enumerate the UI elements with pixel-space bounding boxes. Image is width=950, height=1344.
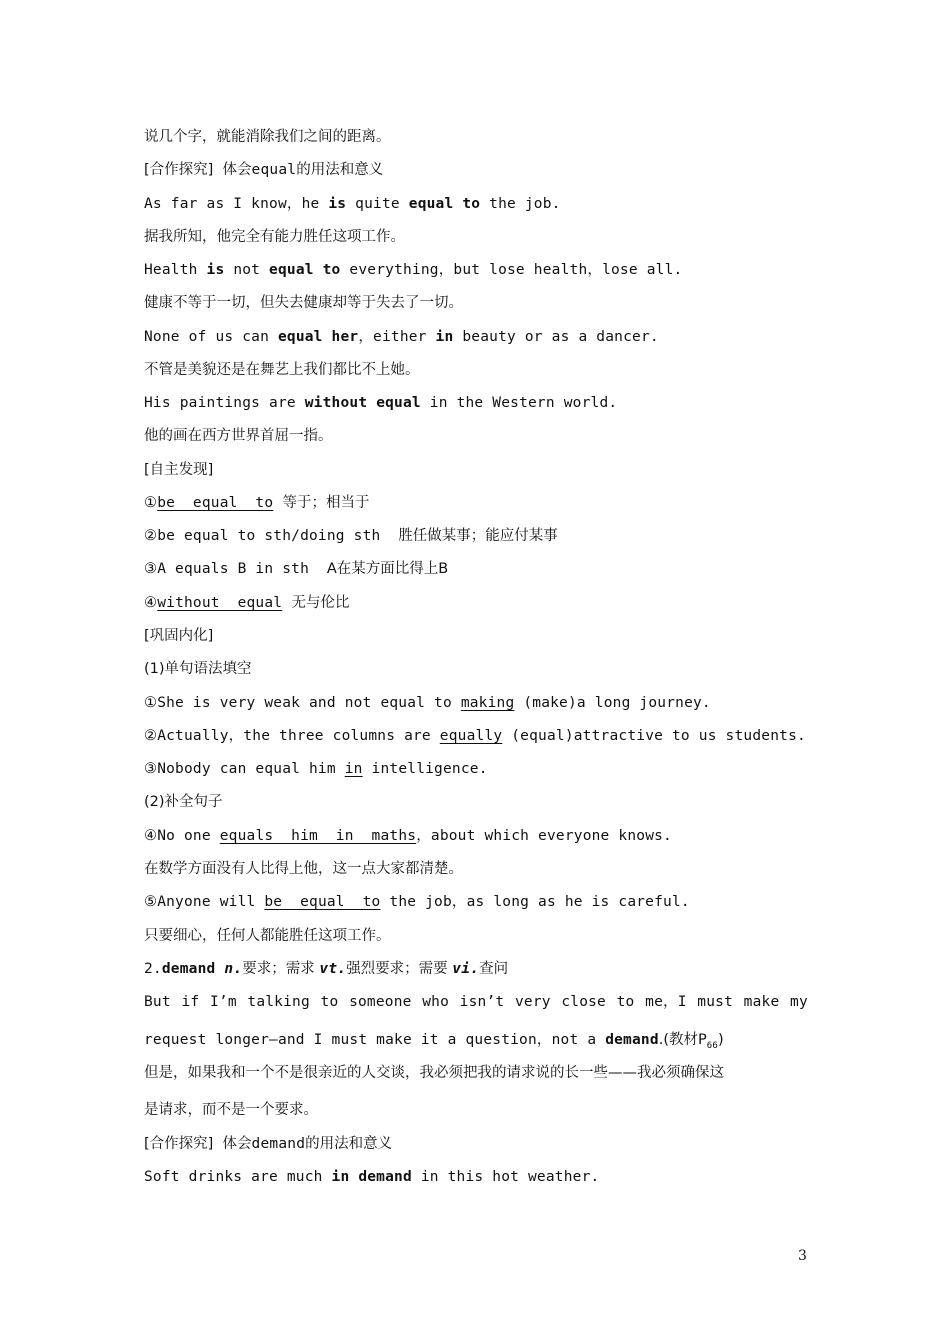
section-heading-consolidation: [巩固内化] [144,628,214,644]
translation-6: 只要细心，任何人都能胜任这项工作。 [144,928,391,944]
translation-2: 健康不等于一切，但失去健康却等于失去了一切。 [144,295,463,311]
translation-1: 据我所知，他完全有能力胜任这项工作。 [144,229,405,245]
translation-5: 在数学方面没有人比得上他，这一点大家都清楚。 [144,861,463,877]
example-sentence-3: None of us can equal her，either in beauty or as a dancer. [144,329,659,345]
phrase-item-3: ③A equals B in sth A在某方面比得上B [144,561,449,577]
translation-4: 他的画在西方世界首屈一指。 [144,428,333,444]
phrase-item-2: ②be equal to sth/doing sth 胜任做某事；能应付某事 [144,528,558,544]
translation-7-line-2: 是请求，而不是一个要求。 [144,1102,318,1118]
exercise-heading-2: (2)补全句子 [144,794,223,810]
example-sentence-5: Soft drinks are much in demand in this hot weather. [144,1169,600,1185]
phrase-item-1: ①be equal to 等于；相当于 [144,495,370,511]
exercise-item-2: ②Actually，the three columns are equally (equal)attractive to us students. [144,728,806,744]
exercise-item-3: ③Nobody can equal him in intelligence. [144,761,488,777]
translation-3: 不管是美貌还是在舞艺上我们都比不上她。 [144,362,420,378]
page-number: 3 [798,1248,807,1264]
exercise-item-5: ⑤Anyone will be equal to the job，as long as he is careful. [144,894,690,910]
vocabulary-entry-demand: 2.demand n.要求；需求 vt.强烈要求；需要 vi.查问 [144,961,509,977]
phrase-item-4: ④without equal 无与伦比 [144,595,350,611]
textbook-quote-line-2: request longer—and I must make it a question，not a demand.(教材$P_{66}$) [144,1032,724,1051]
example-sentence-4: His paintings are without equal in the Western world. [144,395,618,411]
section-heading-self-discovery: [自主发现] [144,462,214,478]
textbook-quote-line-1: But if I’m talking to someone who isn’t very close to me，I must make my [144,994,808,1010]
exercise-heading-1: (1)单句语法填空 [144,661,252,677]
exercise-item-4: ④No one equals him in maths，about which everyone knows. [144,828,672,844]
exercise-item-1: ①She is very weak and not equal to making (make)a long journey. [144,695,711,711]
example-sentence-2: Health is not equal to everything，but lose health，lose all. [144,262,683,278]
text-line-1: 说几个字，就能消除我们之间的距离。 [144,129,391,145]
translation-7-line-1: 但是，如果我和一个不是很亲近的人交谈，我必须把我的请求说的长一些——我必须确保这 [144,1065,724,1081]
example-sentence-1: As far as I know，he is quite equal to the job. [144,196,561,212]
section-heading-cooperative-demand: [合作探究] 体会demand的用法和意义 [144,1136,393,1152]
section-heading-cooperative-equal: [合作探究] 体会equal的用法和意义 [144,162,384,178]
